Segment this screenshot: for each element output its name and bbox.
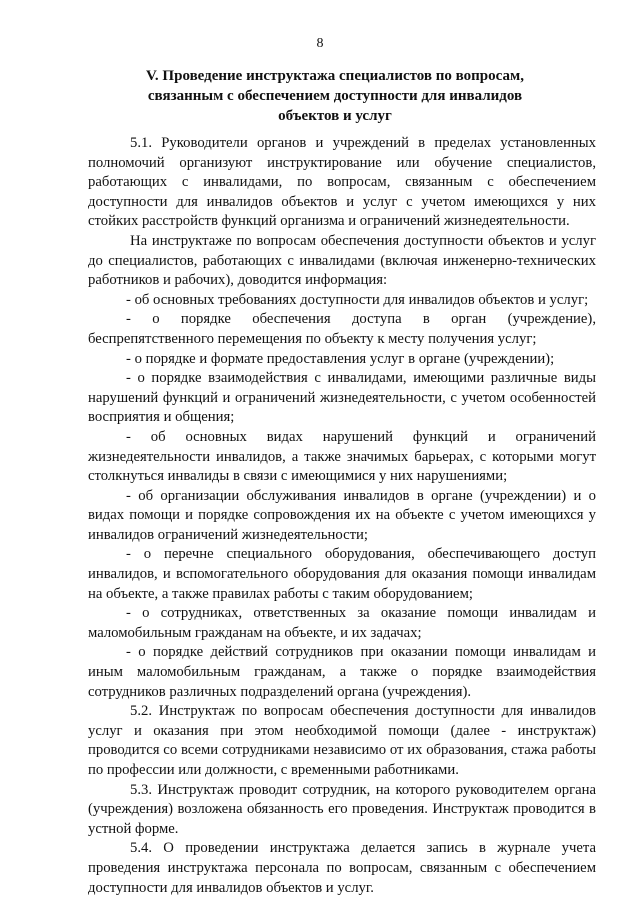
paragraph-intro: На инструктаже по вопросам обеспечения доступности объектов и услуг до специалистов, работающих с инвалидами (включая инженерно-технических работников и рабочих), доводится информация: — [88, 232, 596, 289]
heading-line: V. Проведение инструктажа специалистов по вопросам, — [146, 68, 524, 84]
list-item: - о порядке взаимодействия с инвалидами, имеющими различные виды нарушений функций и ограничений жизнедеятельности, с учетом особенностей восприятия и общения; — [88, 370, 596, 426]
list-item: - о порядке действий сотрудников при оказании помощи инвалидам и иным маломобильным гражданам, а также о порядке взаимодействия сотрудников различных подразделений органа (учреждения). — [88, 644, 596, 700]
list-item: - о сотрудниках, ответственных за оказание помощи инвалидам и маломобильным гражданам на объекте, и их задачах; — [88, 605, 596, 641]
heading-line: связанным с обеспечением доступности для инвалидов — [147, 88, 523, 104]
list-item: - о перечне специального оборудования, обеспечивающего доступ инвалидов, и вспомогательного оборудования для оказания помощи инвалидам на объекте, а также правилах работы с таким оборудованием; — [88, 546, 596, 602]
paragraph-5-1: 5.1. Руководители органов и учреждений в пределах установленных полномочий организуют инструктирование или обучение специалистов, работающих с инвалидами, по вопросам, связанным с обеспечением доступности для инвалидов объектов и услуг с учетом имеющихся у них стойких расстройств функций организма и ограничений жизнедеятельности. — [88, 135, 596, 230]
page-number: 8 — [316, 36, 324, 51]
paragraph-5-3: 5.3. Инструктаж проводит сотрудник, на которого руководителем органа (учреждения) возложена обязанность его проведения. Инструктаж проводится в устной форме. — [88, 781, 596, 837]
section-body — [88, 134, 596, 898]
paragraph-5-4: 5.4. О проведении инструктажа делается запись в журнале учета проведения инструктажа персонала по вопросам, связанным с обеспечением доступности для инвалидов объектов и услуг. — [88, 840, 596, 896]
list-item: - о порядке и формате предоставления услуг в органе (учреждении); — [126, 350, 555, 367]
paragraph-5-2: 5.2. Инструктаж по вопросам обеспечения доступности для инвалидов услуг и оказания при этом необходимой помощи (далее - инструктаж) проводится со всеми сотрудниками независимо от их образования, стажа работы по профессии или должности, с временными работниками. — [88, 703, 596, 778]
list-item: - об основных требованиях доступности для инвалидов объектов и услуг; — [126, 291, 589, 308]
section-heading — [120, 66, 550, 126]
heading-line: объектов и услуг — [278, 108, 392, 124]
list-item: - о порядке обеспечения доступа в орган (учреждение), беспрепятственного перемещения по объекту к месту получения услуг; — [88, 311, 596, 347]
list-item: - об организации обслуживания инвалидов в органе (учреждении) и о видах помощи и порядке сопровождения их на объекте с учетом имеющихся у инвалидов ограничений жизнедеятельности; — [88, 487, 596, 543]
list-item: - об основных видах нарушений функций и ограничений жизнедеятельности инвалидов, а также значимых барьерах, с которыми могут столкнуться инвалиды в связи с имеющимися у них нарушениями; — [88, 428, 596, 485]
